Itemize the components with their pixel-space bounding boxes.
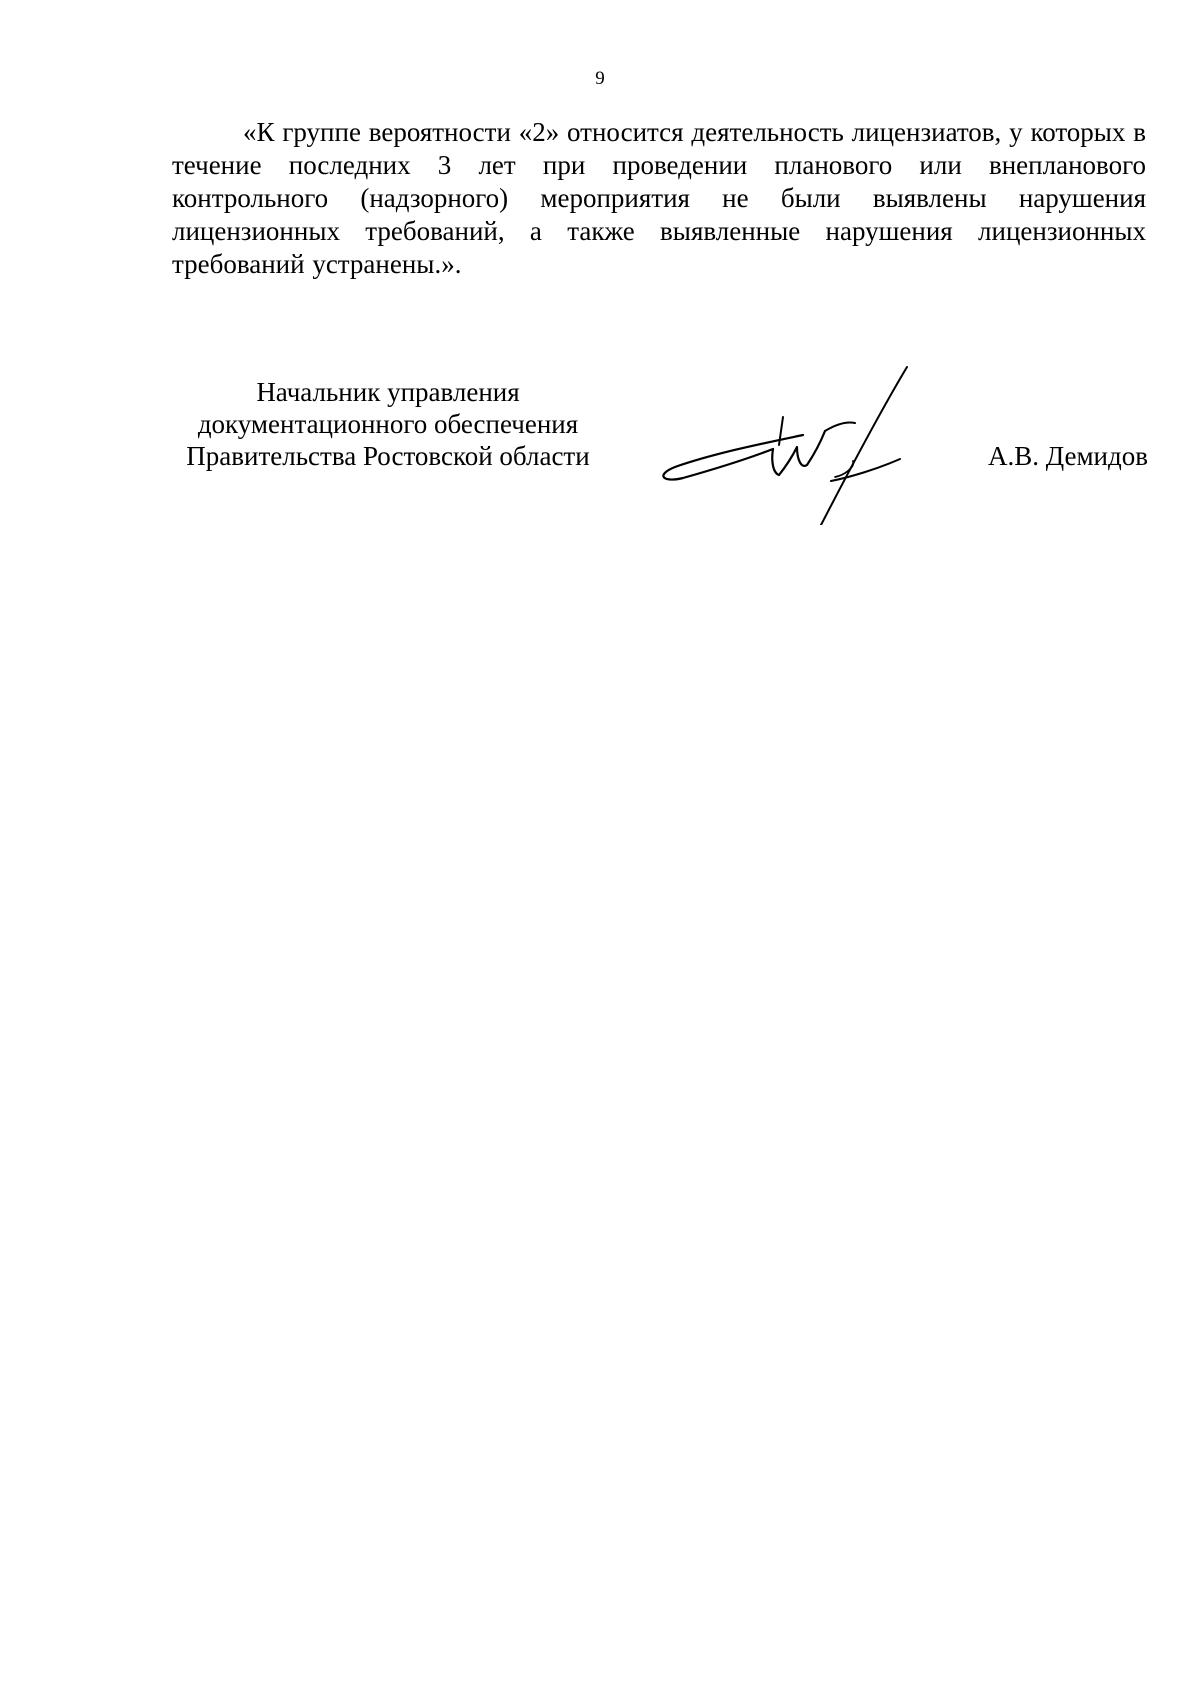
signatory-title-line-2: документационного обеспечения <box>197 409 579 439</box>
signatory-title-line-1: Начальник управления <box>256 377 520 407</box>
signature-icon <box>655 365 955 525</box>
signatory-name: А.В. Демидов <box>987 441 1148 471</box>
page-number: 9 <box>595 68 605 89</box>
signatory-title-line-3: Правительства Ростовской области <box>186 441 590 471</box>
signatory-title <box>170 376 606 472</box>
body-paragraph: «К группе вероятности «2» относится деятельность лицензиатов, у которых в течение последних 3 лет при проведении планового или внепланового контрольного (надзорного) мероприятия не были выявлены нарушения лицензионных требований, а также выявленные нарушения лицензионных требований устранены.». <box>172 117 1146 279</box>
